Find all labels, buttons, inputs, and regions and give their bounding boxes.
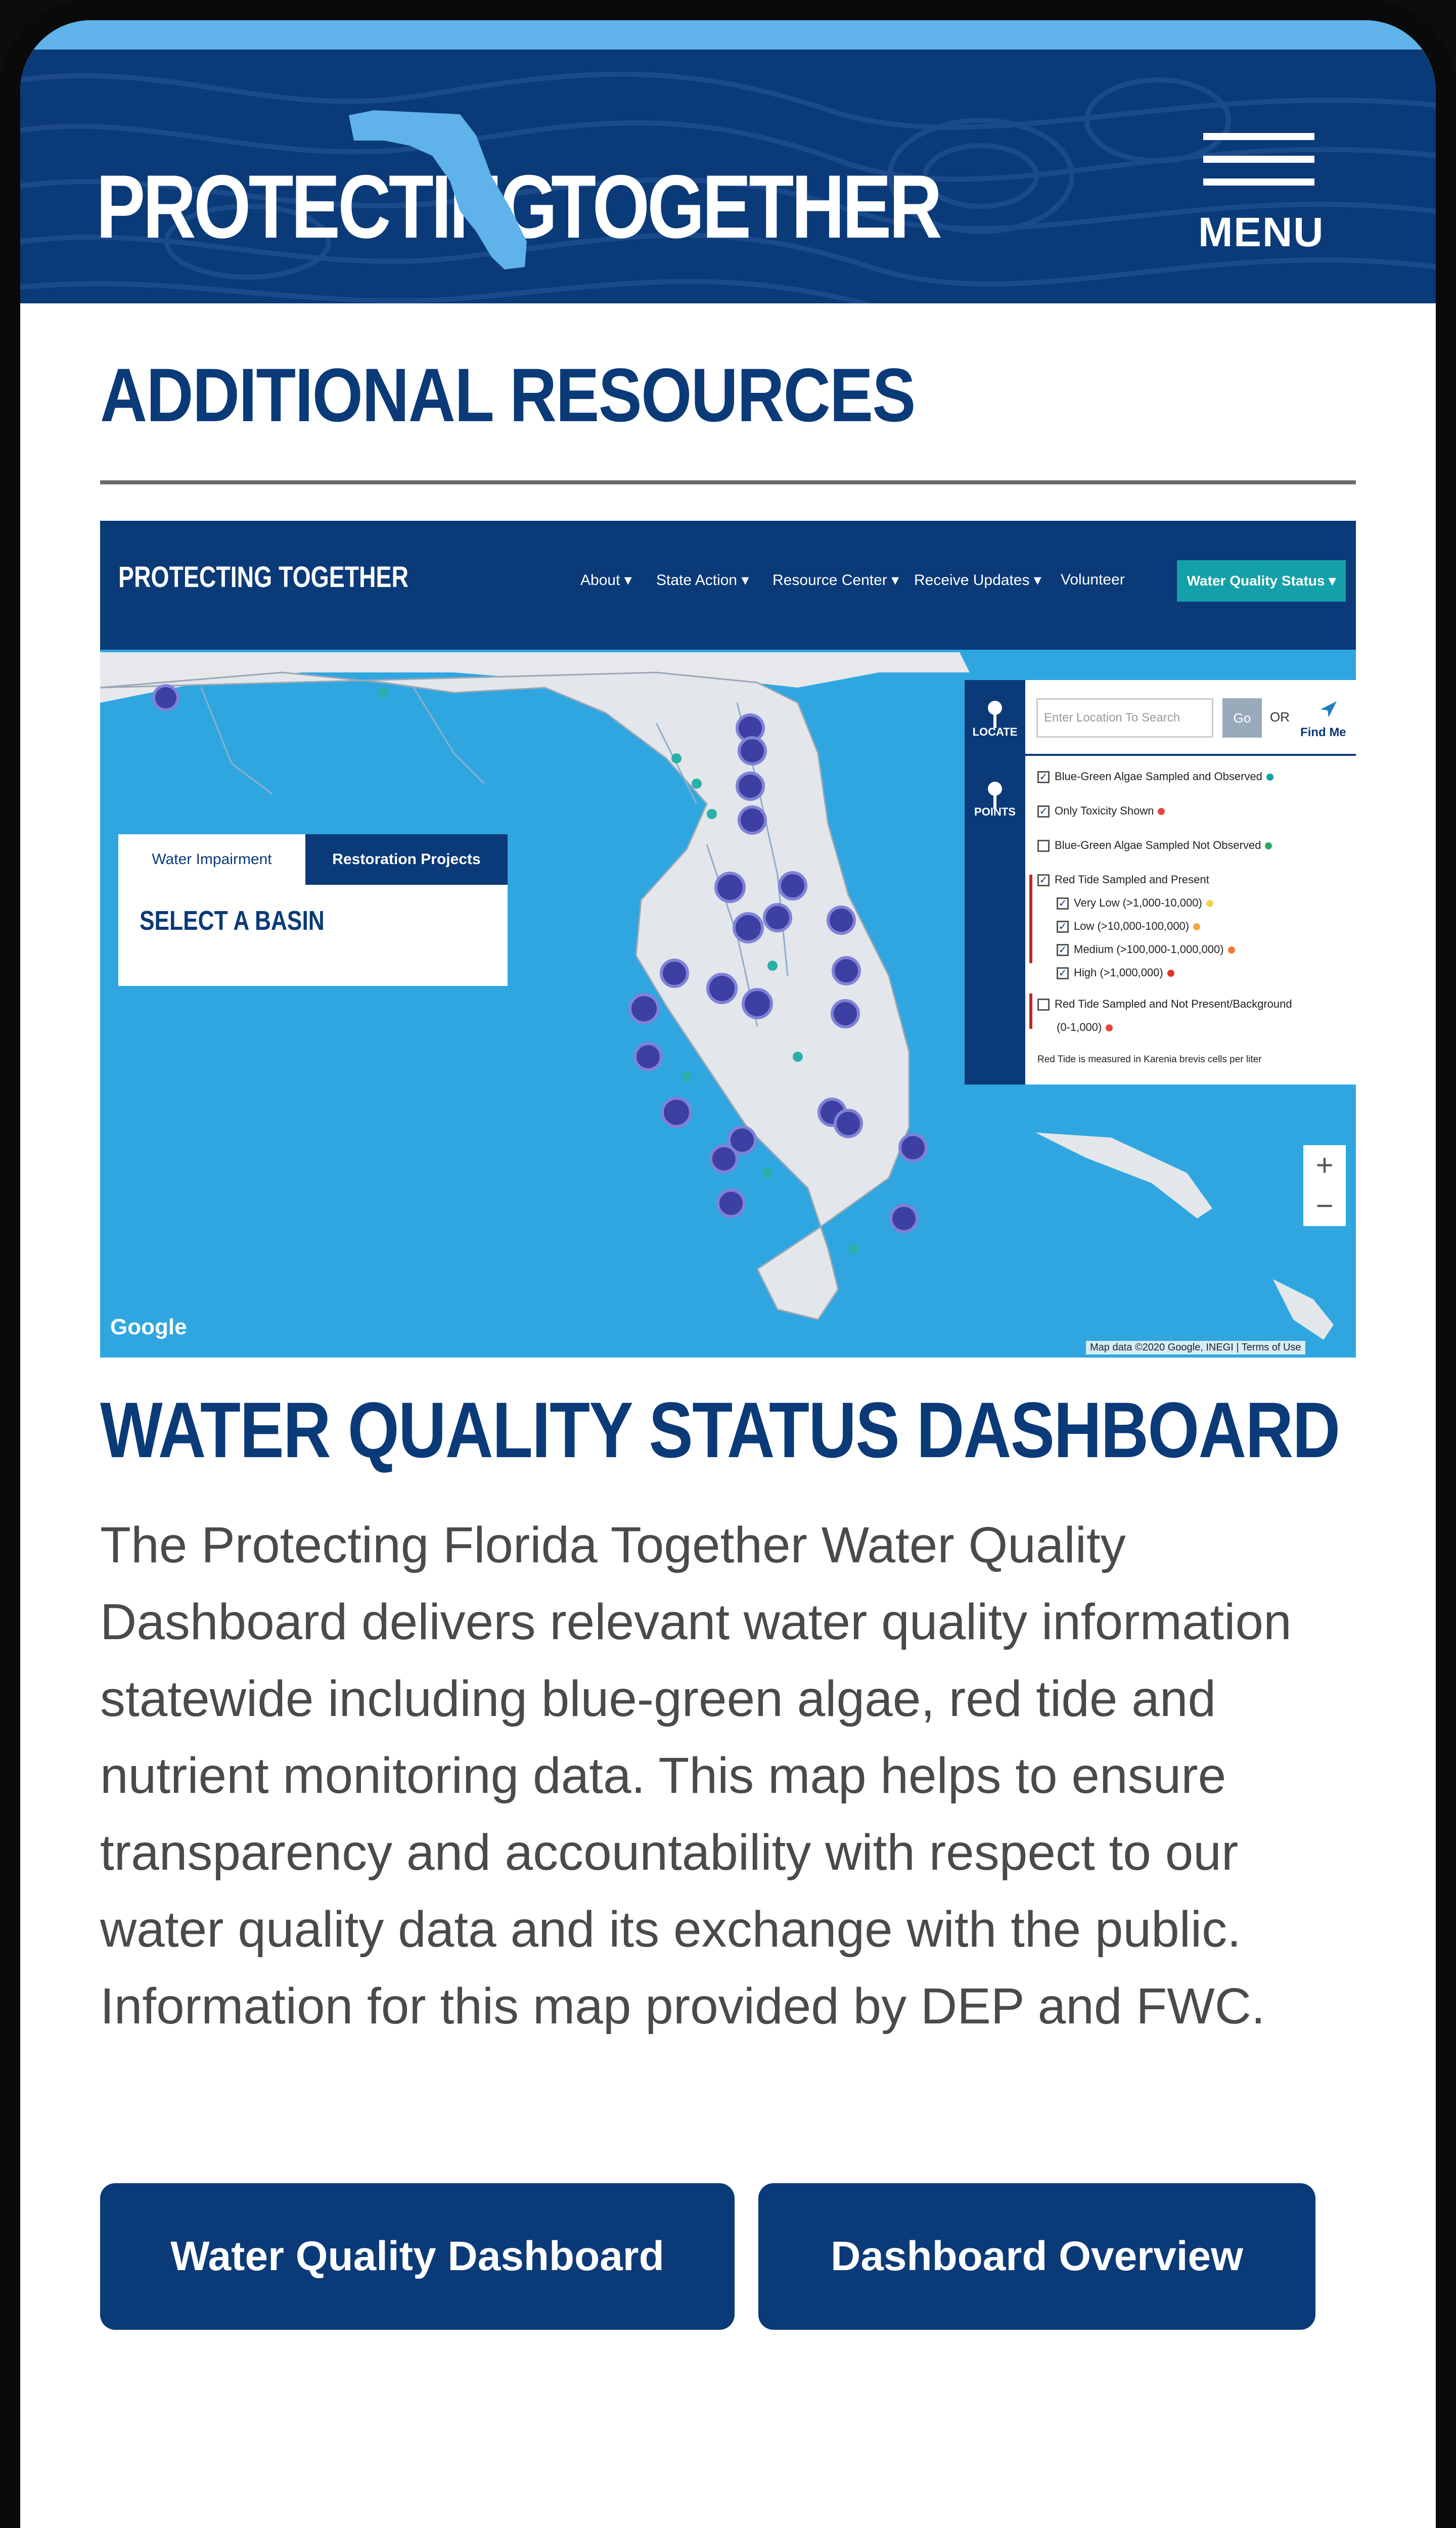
legend-item: ✓ Medium (>100,000-1,000,000) (1057, 943, 1235, 956)
checkbox-icon: ✓ (1037, 874, 1050, 886)
legend-list (1025, 756, 1356, 1085)
navigation-arrow-icon (1318, 699, 1339, 719)
legend-note: Red Tide is measured in Karenia brevis cells per liter (1037, 1054, 1262, 1065)
google-logo: Google (110, 1315, 187, 1339)
section-divider (100, 480, 1356, 484)
legend-search-bar (1025, 680, 1356, 756)
zoom-out-icon: − (1315, 1189, 1334, 1223)
checkbox-icon: ✓ (1057, 944, 1069, 956)
map-attribution: Map data ©2020 Google, INEGI | Terms of Use (1086, 1341, 1305, 1355)
legend-item: (0-1,000) (1057, 1021, 1113, 1034)
legend-item: ✓ Only Toxicity Shown (1037, 804, 1165, 818)
map-go-button: Go (1222, 698, 1262, 738)
hamburger-icon-bar (1203, 178, 1314, 186)
or-label: OR (1270, 709, 1290, 725)
menu-label: MENU (1198, 209, 1325, 255)
legend-item: Blue-Green Algae Sampled Not Observed (1037, 839, 1272, 852)
legend-item: ✓ High (>1,000,000) (1057, 966, 1174, 979)
checkbox-icon: ✓ (1037, 771, 1050, 783)
legend-item: Red Tide Sampled and Not Present/Background (1037, 998, 1292, 1011)
legend-item: ✓ Low (>10,000-100,000) (1057, 920, 1200, 933)
map-nav-logo: PROTECTING TOGETHER (118, 561, 409, 594)
menu-button[interactable] (1198, 133, 1325, 255)
map-nav-state-action: State Action ▾ (656, 572, 749, 589)
legend-item: ✓ Red Tide Sampled and Present (1037, 873, 1209, 886)
zoom-in-icon: + (1315, 1148, 1334, 1182)
screen (20, 20, 1436, 2528)
legend-item: ✓ Very Low (>1,000-10,000) (1057, 896, 1213, 910)
map-search-input: Enter Location To Search (1036, 698, 1213, 738)
map-nav-receive-updates: Receive Updates ▾ (914, 572, 1041, 589)
points-label: POINTS (974, 805, 1016, 818)
checkbox-icon: ✓ (1057, 921, 1069, 933)
site-header (20, 50, 1436, 303)
checkbox-icon (1037, 999, 1050, 1011)
basin-selector-card (118, 834, 508, 986)
locate-label: LOCATE (972, 726, 1018, 738)
water-quality-dashboard-button[interactable]: Water Quality Dashboard (100, 2183, 735, 2330)
checkbox-icon: ✓ (1057, 897, 1069, 910)
legend-sidebar (965, 680, 1025, 1085)
logo-word-right: TOGETHER (551, 156, 940, 257)
dashboard-map-image[interactable] (100, 521, 1356, 1358)
tab-water-impairment: Water Impairment (118, 834, 305, 885)
hamburger-icon-bar (1203, 156, 1314, 163)
checkbox-icon (1037, 840, 1050, 852)
top-accent-strip (20, 20, 1436, 50)
map-nav-status-button: Water Quality Status ▾ (1177, 560, 1346, 602)
dashboard-overview-button[interactable]: Dashboard Overview (758, 2183, 1315, 2330)
card-description: The Protecting Florida Together Water Quality Dashboard delivers relevant water quality information statewide including blue-green algae, red tide and nutrient monitoring data. This map helps to ensure transparency and accountability with respect to our water quality data and its exchange with the public. Information for this map provided by DEP and FWC. (100, 1517, 1292, 2035)
map-zoom-control (1303, 1145, 1346, 1226)
red-tide-bracket (1029, 994, 1032, 1029)
map-nav-volunteer: Volunteer (1061, 571, 1125, 588)
checkbox-icon: ✓ (1057, 967, 1069, 979)
find-me-label: Find Me (1300, 726, 1346, 739)
red-tide-bracket (1029, 875, 1032, 963)
site-logo[interactable] (96, 105, 940, 272)
checkbox-icon: ✓ (1037, 805, 1050, 818)
select-basin-label: SELECT A BASIN (140, 906, 325, 936)
logo-word-left: PROTECTING (96, 156, 555, 257)
legend-item: ✓ Blue-Green Algae Sampled and Observed (1037, 770, 1273, 783)
tab-restoration-projects: Restoration Projects (305, 834, 508, 885)
map-legend-panel (965, 680, 1356, 1085)
florida-state-icon (344, 105, 546, 272)
map-navbar (100, 521, 1356, 650)
card-title: WATER QUALITY STATUS DASHBOARD (100, 1386, 1340, 1474)
map-nav-about: About ▾ (580, 572, 632, 589)
hamburger-icon (1203, 133, 1314, 140)
map-nav-resource-center: Resource Center ▾ (772, 572, 899, 589)
section-title: ADDITIONAL RESOURCES (100, 352, 915, 437)
